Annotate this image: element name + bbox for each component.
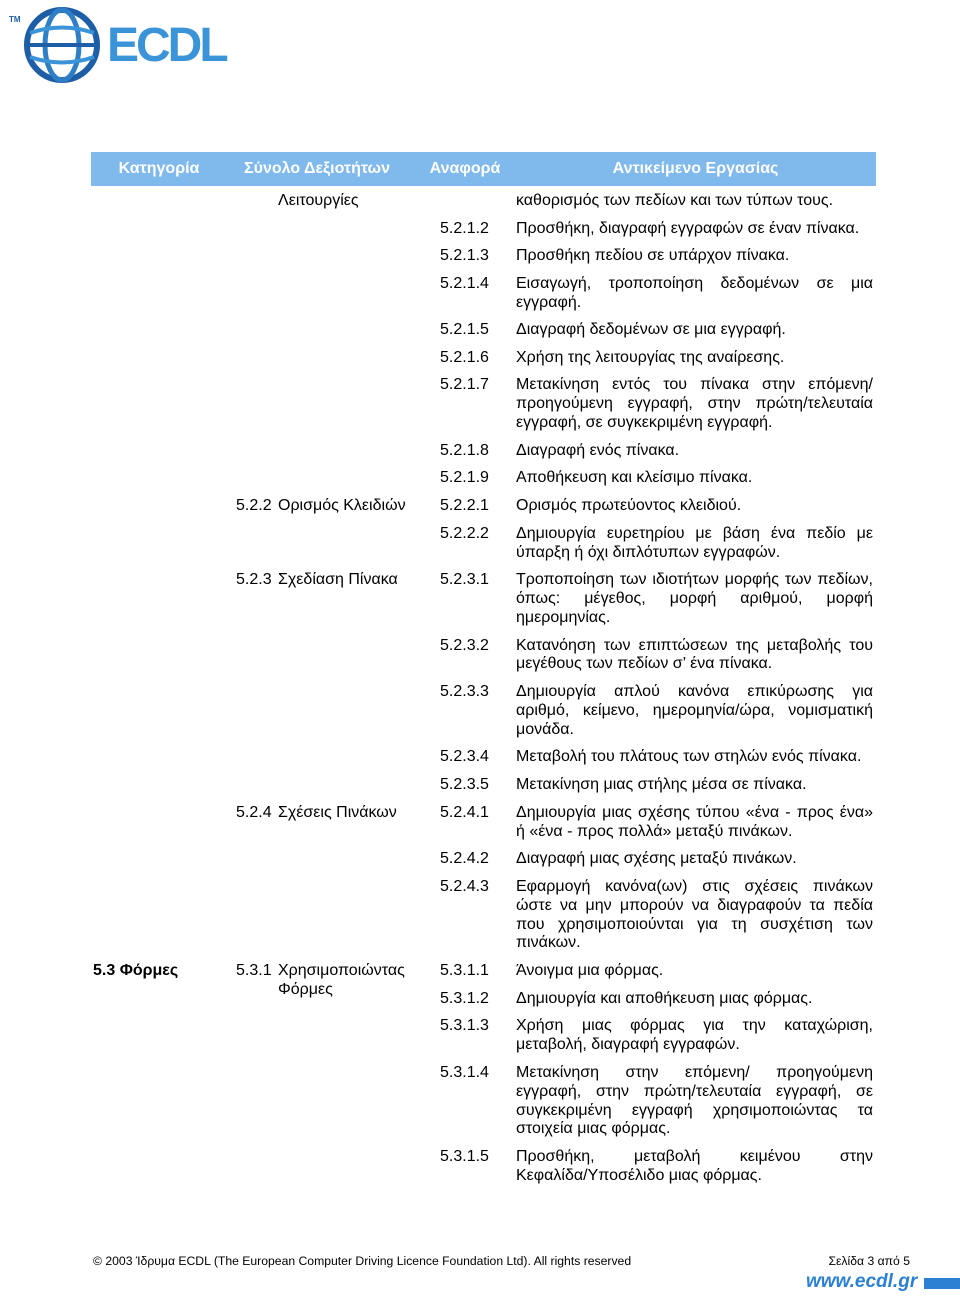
reference-number: 5.2.4.1 (440, 803, 489, 821)
task-item-line: Διαγραφή δεδομένων σε μια εγγραφή. (516, 321, 786, 339)
table-row (0, 878, 960, 954)
task-item-line: Μετακίνηση εντός του πίνακα στην επόμενη/ (516, 376, 873, 394)
task-item-line: Μετακίνηση μιας στήλης μέσα σε πίνακα. (516, 776, 807, 794)
reference-number: 5.2.2.2 (440, 524, 489, 542)
task-item-cell (516, 878, 873, 954)
skill-set-number: 5.2.4 (236, 803, 272, 821)
table-row (0, 990, 960, 1009)
table-row (0, 683, 960, 740)
skill-set-cell (236, 497, 406, 516)
table-row (0, 247, 960, 266)
task-item-line: ή «ένα - προς πολλά» μεταξύ πινάκων. (516, 822, 793, 840)
skill-set-name-line: Σχέσεις Πινάκων (278, 803, 397, 821)
ecdl-globe-icon (22, 5, 102, 85)
task-item-line: συγκεκριμένη εγγραφή χρησιμοποιώντας τα (516, 1101, 873, 1119)
page-number: Σελίδα 3 από 5 (828, 1254, 910, 1268)
task-item-line: εγγραφή, στην πρώτη/τελευταία εγγραφή, σε (516, 1082, 873, 1100)
task-item-cell (516, 247, 873, 266)
header-reference: Αναφορά (429, 160, 501, 177)
task-item-line: Χρήση της λειτουργίας της αναίρεσης. (516, 348, 785, 366)
task-item-line: ύπαρξη ή όχι διπλότυπων εγγραφών. (516, 543, 781, 561)
table-row (0, 442, 960, 461)
task-item-line: όπως: μέγεθος, μορφή αριθμού, μορφή (516, 590, 873, 608)
reference-number: 5.2.3.3 (440, 683, 489, 701)
skill-set-name (278, 804, 397, 823)
reference-number: 5.2.1.3 (440, 247, 489, 265)
skill-set-name-line: Φόρμες (278, 980, 333, 998)
task-item-line: Δημιουργία μιας σχέσης τύπου «ένα - προς ένα» (516, 803, 873, 821)
task-item-line: μεταβολή, διαγραφή εγγραφών. (516, 1036, 740, 1054)
skill-set-cell (236, 804, 397, 823)
task-item-line: Δημιουργία απλού κανόνα επικύρωσης για (516, 683, 873, 701)
table-row (0, 192, 960, 211)
skill-set-number: 5.3.1 (236, 962, 272, 980)
table-row (0, 525, 960, 563)
table-row (0, 804, 960, 842)
task-item-line: Εφαρμογή κανόνα(ων) στις σχέσεις πινάκων (516, 877, 873, 895)
task-item-cell (516, 962, 873, 981)
skill-set-name-line: Ορισμός Κλειδιών (278, 497, 406, 515)
header-task-item: Αντικείμενο Εργασίας (612, 160, 779, 177)
task-item-line: Μετακίνηση στην επόμενη/ προηγούμενη (516, 1063, 873, 1081)
ecdl-wordmark: ECDL (107, 19, 226, 72)
task-item-line: καθορισμός των πεδίων και των τύπων τους. (516, 192, 834, 209)
table-row (0, 1064, 960, 1140)
skill-set-name-line: Σχεδίαση Πίνακα (278, 571, 398, 589)
reference-number: 5.2.1.8 (440, 441, 489, 459)
task-item-cell (516, 990, 873, 1009)
task-item-line: ημερομηνίας. (516, 608, 611, 626)
reference-number: 5.2.4.2 (440, 850, 489, 868)
skill-set-cell (236, 571, 398, 590)
reference-number: 5.3.1.2 (440, 989, 489, 1007)
task-item-cell (516, 804, 873, 842)
task-item-cell (516, 376, 873, 433)
syllabus-table-body (0, 192, 960, 1195)
table-row (0, 776, 960, 795)
table-row (0, 469, 960, 488)
skill-set-name (278, 571, 398, 590)
skill-set-name-line: Χρησιμοποιώντας (278, 962, 405, 980)
reference-number: 5.2.3.2 (440, 636, 489, 654)
task-item-cell (516, 1064, 873, 1140)
task-item-cell (516, 571, 873, 628)
header-category: Κατηγορία (118, 160, 200, 177)
task-item-cell (516, 497, 873, 516)
task-item-line: προηγούμενη εγγραφή, στην πρώτη/τελευταία (516, 395, 873, 413)
skill-set-name (278, 192, 359, 211)
task-item-line: εγγραφή. (516, 293, 582, 311)
task-item-cell (516, 637, 873, 675)
task-item-line: μονάδα. (516, 720, 574, 738)
table-row (0, 637, 960, 675)
reference-number: 5.3.1.5 (440, 1148, 489, 1166)
reference-number: 5.2.3.1 (440, 571, 489, 589)
task-item-line: Μεταβολή του πλάτους των στηλών ενός πίνακα. (516, 748, 862, 766)
task-item-line: Κατανόηση των επιπτώσεων της μεταβολής του (516, 636, 873, 654)
trademark-mark: TM (9, 15, 21, 24)
task-item-line: πινάκων. (516, 934, 581, 952)
table-row (0, 376, 960, 433)
reference-number: 5.3.1.4 (440, 1063, 489, 1081)
task-item-line: αριθμό, κείμενο, ημερομηνία/ώρα, νομισματική (516, 701, 873, 719)
task-item-line: εγγραφή, σε συγκεκριμένη εγγραφή. (516, 414, 773, 432)
task-item-line: που χρησιμοποιούνται για τη συσχέτιση των (516, 915, 873, 933)
task-item-cell (516, 349, 873, 368)
reference-number: 5.2.1.6 (440, 348, 489, 366)
reference-number: 5.2.2.1 (440, 497, 489, 515)
task-item-line: Δημιουργία και αποθήκευση μιας φόρμας. (516, 989, 813, 1007)
task-item-cell (516, 1148, 873, 1186)
skill-set-cell (236, 192, 359, 211)
table-row (0, 748, 960, 767)
skill-set-name (278, 497, 406, 516)
task-item-line: Προσθήκη, μεταβολή κειμένου στην (516, 1148, 873, 1166)
task-item-line: Τροποποίηση των ιδιοτήτων μορφής των πεδίων, (516, 571, 873, 589)
task-item-line: Κεφαλίδα/Υποσέλιδο μιας φόρμας. (516, 1166, 762, 1184)
task-item-line: Ορισμός πρωτεύοντος κλειδιού. (516, 497, 742, 515)
table-row (0, 349, 960, 368)
table-row (0, 1017, 960, 1055)
task-item-cell (516, 192, 873, 211)
task-item-cell (516, 683, 873, 740)
reference-number: 5.2.3.4 (440, 748, 489, 766)
reference-number: 5.3.1.3 (440, 1017, 489, 1035)
reference-number: 5.2.1.9 (440, 469, 489, 487)
header-skill-set: Σύνολο Δεξιοτήτων (244, 160, 390, 177)
skill-set-number (236, 192, 278, 211)
reference-number: 5.2.1.5 (440, 321, 489, 339)
task-item-line: Χρήση μιας φόρμας για την καταχώριση, (516, 1017, 873, 1035)
task-item-cell (516, 275, 873, 313)
table-row (0, 497, 960, 516)
website-logo-text: www.ecdl.gr (806, 1271, 918, 1292)
table-row (0, 850, 960, 869)
task-item-cell (516, 1017, 873, 1055)
task-item-line: μεγέθους των πεδίων σ’ ένα πίνακα. (516, 655, 773, 673)
skill-set-name-line: Λειτουργίες (278, 192, 359, 209)
skill-set-number: 5.2.3 (236, 571, 272, 589)
task-item-line: Διαγραφή ενός πίνακα. (516, 441, 680, 459)
task-item-line: Προσθήκη, διαγραφή εγγραφών σε έναν πίνακα. (516, 219, 860, 237)
task-item-cell (516, 442, 873, 461)
task-item-cell (516, 748, 873, 767)
task-item-cell (516, 525, 873, 563)
task-item-line: στοιχεία μιας φόρμας. (516, 1120, 671, 1138)
table-row (0, 321, 960, 340)
reference-number: 5.2.4.3 (440, 877, 489, 895)
table-row (0, 1148, 960, 1186)
task-item-cell (516, 850, 873, 869)
task-item-line: Δημιουργία ευρετηρίου με βάση ένα πεδίο με (516, 524, 873, 542)
reference-number: 5.2.3.5 (440, 776, 489, 794)
table-row (0, 571, 960, 628)
reference-number: 5.2.1.4 (440, 274, 489, 292)
reference-number: 5.3.1.1 (440, 962, 489, 980)
task-item-line: Άνοιγμα μια φόρμας. (516, 962, 664, 980)
task-item-line: Διαγραφή μιας σχέσης μεταξύ πινάκων. (516, 850, 797, 868)
task-item-cell (516, 220, 873, 239)
task-item-line: Αποθήκευση και κλείσιμο πίνακα. (516, 469, 753, 487)
table-row (0, 220, 960, 239)
website-bar-decoration (924, 1278, 960, 1289)
task-item-cell (516, 321, 873, 340)
table-header (91, 152, 876, 186)
task-item-line: Προσθήκη πεδίου σε υπάρχον πίνακα. (516, 247, 790, 265)
copyright-notice: © 2003 Ίδρυμα ECDL (The European Computer Driving Licence Foundation Ltd). All rights reserved (93, 1254, 632, 1268)
task-item-line: Εισαγωγή, τροποποίηση δεδομένων σε μια (516, 274, 873, 292)
reference-number: 5.2.1.2 (440, 219, 489, 237)
task-item-cell (516, 469, 873, 488)
reference-number: 5.2.1.7 (440, 376, 489, 394)
skill-set-number: 5.2.2 (236, 497, 272, 515)
table-row (0, 275, 960, 313)
category-cell: 5.3 Φόρμες (93, 962, 179, 980)
task-item-line: ώστε να μην μπορούν να διαγραφούν τα πεδία (516, 896, 873, 914)
task-item-cell (516, 776, 873, 795)
